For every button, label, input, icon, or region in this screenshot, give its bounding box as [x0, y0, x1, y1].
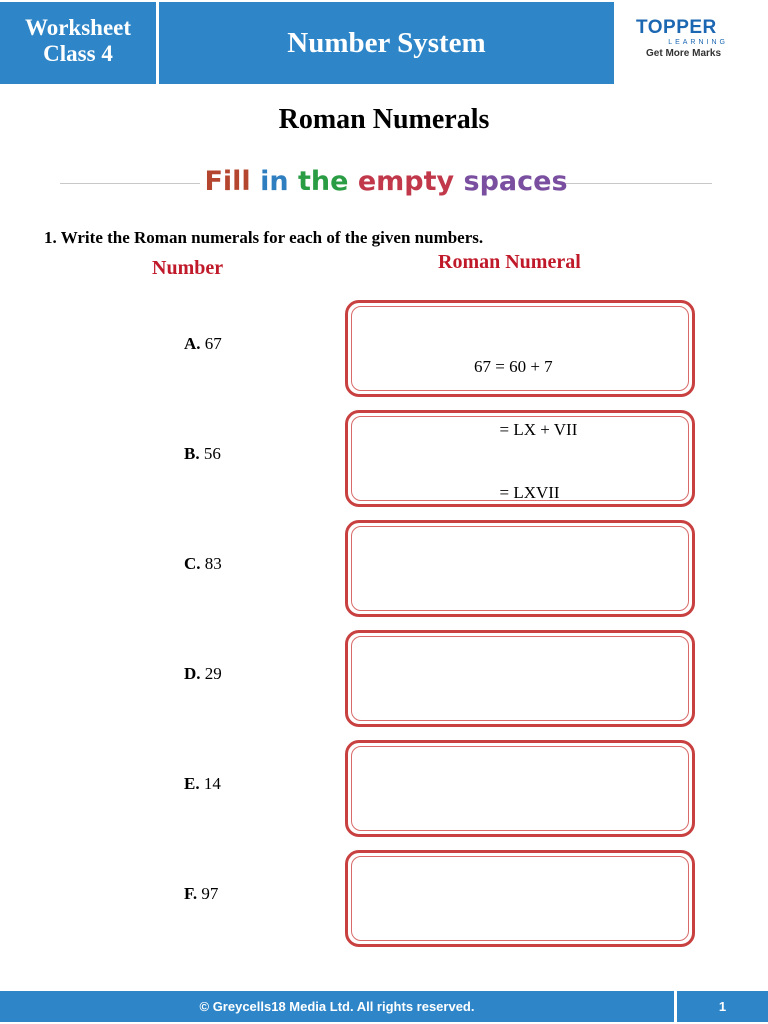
instruction-word: the	[297, 166, 349, 197]
item-value: 14	[203, 774, 221, 793]
item-label	[184, 774, 221, 794]
item-letter: C.	[184, 554, 201, 573]
item-value: 29	[204, 664, 222, 683]
example-answer	[474, 314, 577, 524]
answer-box[interactable]	[345, 630, 695, 727]
item-letter: A.	[184, 334, 201, 353]
item-label	[184, 884, 218, 904]
worksheet-label: Worksheet	[24, 15, 132, 40]
item-letter: F.	[184, 884, 198, 903]
instruction-word: spaces	[463, 166, 568, 197]
question-text: 1. Write the Roman numerals for each of the given numbers.	[44, 228, 484, 247]
answer-box[interactable]	[345, 850, 695, 947]
page-number: 1	[677, 991, 768, 1022]
answer-line: = LX + VII	[474, 420, 578, 439]
answer-line: = LXVII	[474, 483, 560, 502]
logo-tagline: Get More Marks	[646, 48, 722, 59]
subject-title: Number System	[159, 2, 614, 84]
item-label	[184, 664, 222, 684]
item-label	[184, 334, 222, 354]
item-value: 97	[201, 884, 219, 903]
item-letter: B.	[184, 444, 200, 463]
item-letter: D.	[184, 664, 201, 683]
class-label: Class 4	[43, 41, 113, 66]
answer-box[interactable]	[345, 740, 695, 837]
logo-subtext: LEARNING	[668, 39, 728, 46]
item-letter: E.	[184, 774, 200, 793]
copyright-text: © Greycells18 Media Ltd. All rights reserved.	[0, 991, 674, 1022]
item-label	[184, 554, 222, 574]
topper-logo	[636, 18, 746, 68]
answer-box[interactable]	[345, 520, 695, 617]
item-value: 67	[204, 334, 222, 353]
instruction-word: in	[260, 166, 289, 197]
answer-line: 67 = 60 + 7	[474, 357, 553, 376]
item-value: 83	[204, 554, 222, 573]
instruction-banner	[60, 162, 712, 202]
item-value: 56	[203, 444, 221, 463]
page-footer	[0, 991, 768, 1022]
page-title: Roman Numerals	[278, 104, 490, 135]
column-header-roman: Roman Numeral	[438, 251, 581, 273]
worksheet-class-label	[0, 2, 156, 84]
column-header-number: Number	[152, 257, 224, 279]
page-header	[0, 0, 768, 84]
instruction-word: Fill	[204, 166, 251, 197]
instruction-text	[60, 162, 712, 202]
logo-word: TOPPER	[636, 17, 717, 38]
item-label	[184, 444, 221, 464]
instruction-word: empty	[357, 166, 455, 197]
